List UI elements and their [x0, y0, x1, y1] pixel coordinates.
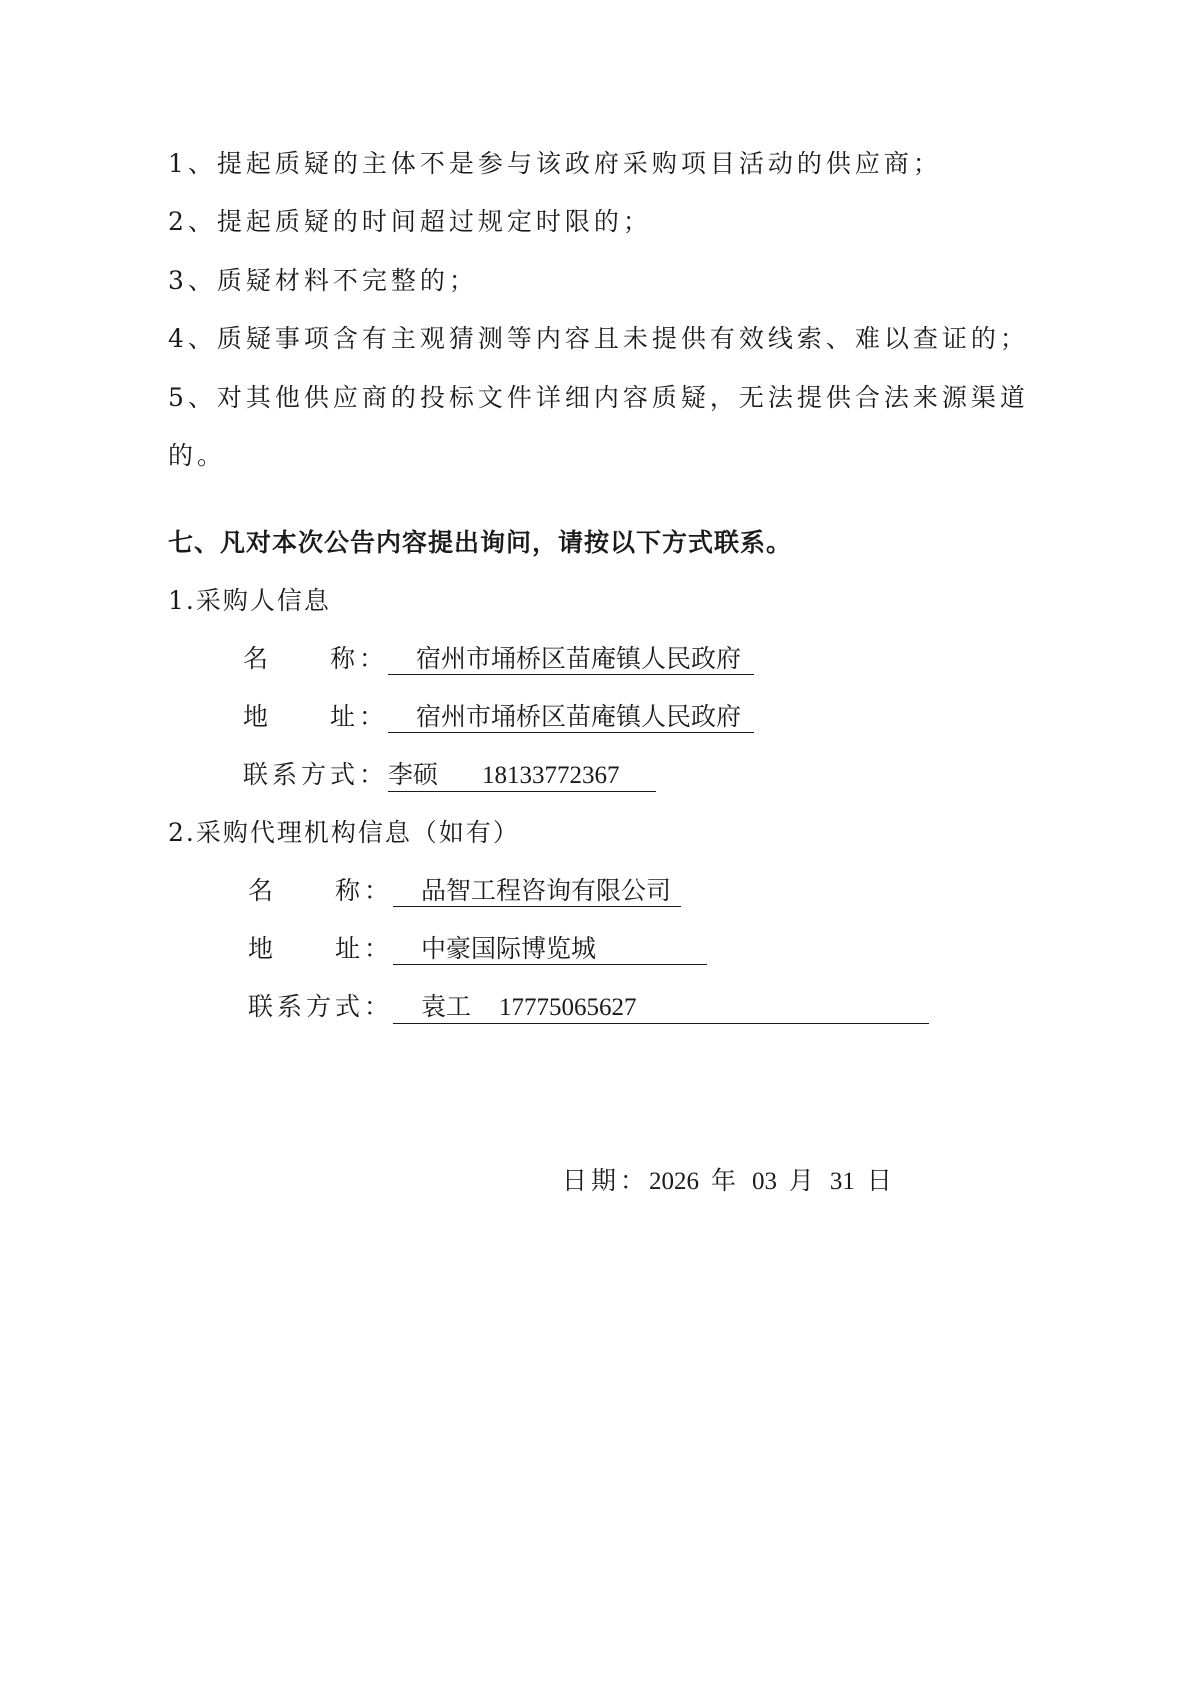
agency-contact-value: [393, 992, 929, 1024]
date-label: 日期：: [562, 1166, 650, 1195]
section-heading: 七、凡对本次公告内容提出询问，请按以下方式联系。: [168, 528, 793, 557]
list-item-1: 1、提起质疑的主体不是参与该政府采购项目活动的供应商；: [168, 149, 942, 178]
list-item-4: 4、质疑事项含有主观猜测等内容且未提供有效线索、难以查证的；: [168, 324, 1029, 353]
purchaser-address-label: 地 址：: [243, 702, 389, 731]
date-line: [562, 1164, 896, 1199]
date-year: 2026: [649, 1168, 700, 1195]
agency-address-row: [248, 932, 707, 966]
date-year-unit: 年: [710, 1166, 740, 1195]
agency-title: 2.采购代理机构信息（如有）: [168, 818, 520, 847]
agency-name-row: [248, 874, 681, 908]
agency-name-label: 名 称：: [248, 876, 394, 905]
list-item-3: 3、质疑材料不完整的；: [168, 266, 478, 295]
list-item-5-continuation: 的。: [168, 441, 227, 470]
agency-name-value: 品智工程咨询有限公司: [393, 876, 681, 907]
purchaser-name-row: [243, 642, 754, 676]
purchaser-contact-row: [243, 758, 656, 792]
purchaser-contact-phone: 18133772367: [482, 762, 620, 789]
list-item-2: 2、提起质疑的时间超过规定时限的；: [168, 207, 652, 236]
date-month: 03: [751, 1168, 777, 1195]
purchaser-name-value: 宿州市埇桥区苗庵镇人民政府: [388, 644, 754, 675]
date-day: 31: [829, 1168, 855, 1195]
agency-contact-person: 袁工: [421, 992, 472, 1021]
agency-contact-phone: 17775065627: [499, 994, 637, 1021]
purchaser-contact-value: [388, 760, 656, 792]
agency-address-label: 地 址：: [248, 934, 394, 963]
date-day-unit: 日: [866, 1166, 896, 1195]
purchaser-address-row: [243, 700, 754, 734]
purchaser-name-label: 名 称：: [243, 644, 389, 673]
purchaser-title: 1.采购人信息: [168, 586, 331, 615]
purchaser-address-value: 宿州市埇桥区苗庵镇人民政府: [388, 702, 754, 733]
purchaser-contact-label: 联系方式：: [243, 760, 389, 789]
agency-address-value: 中豪国际博览城: [393, 934, 707, 965]
agency-contact-label: 联系方式：: [248, 992, 394, 1021]
date-month-unit: 月: [788, 1166, 818, 1195]
agency-contact-row: [248, 990, 929, 1024]
purchaser-contact-person: 李硕: [388, 760, 439, 789]
list-item-5: 5、对其他供应商的投标文件详细内容质疑，无法提供合法来源渠道: [168, 383, 1029, 412]
